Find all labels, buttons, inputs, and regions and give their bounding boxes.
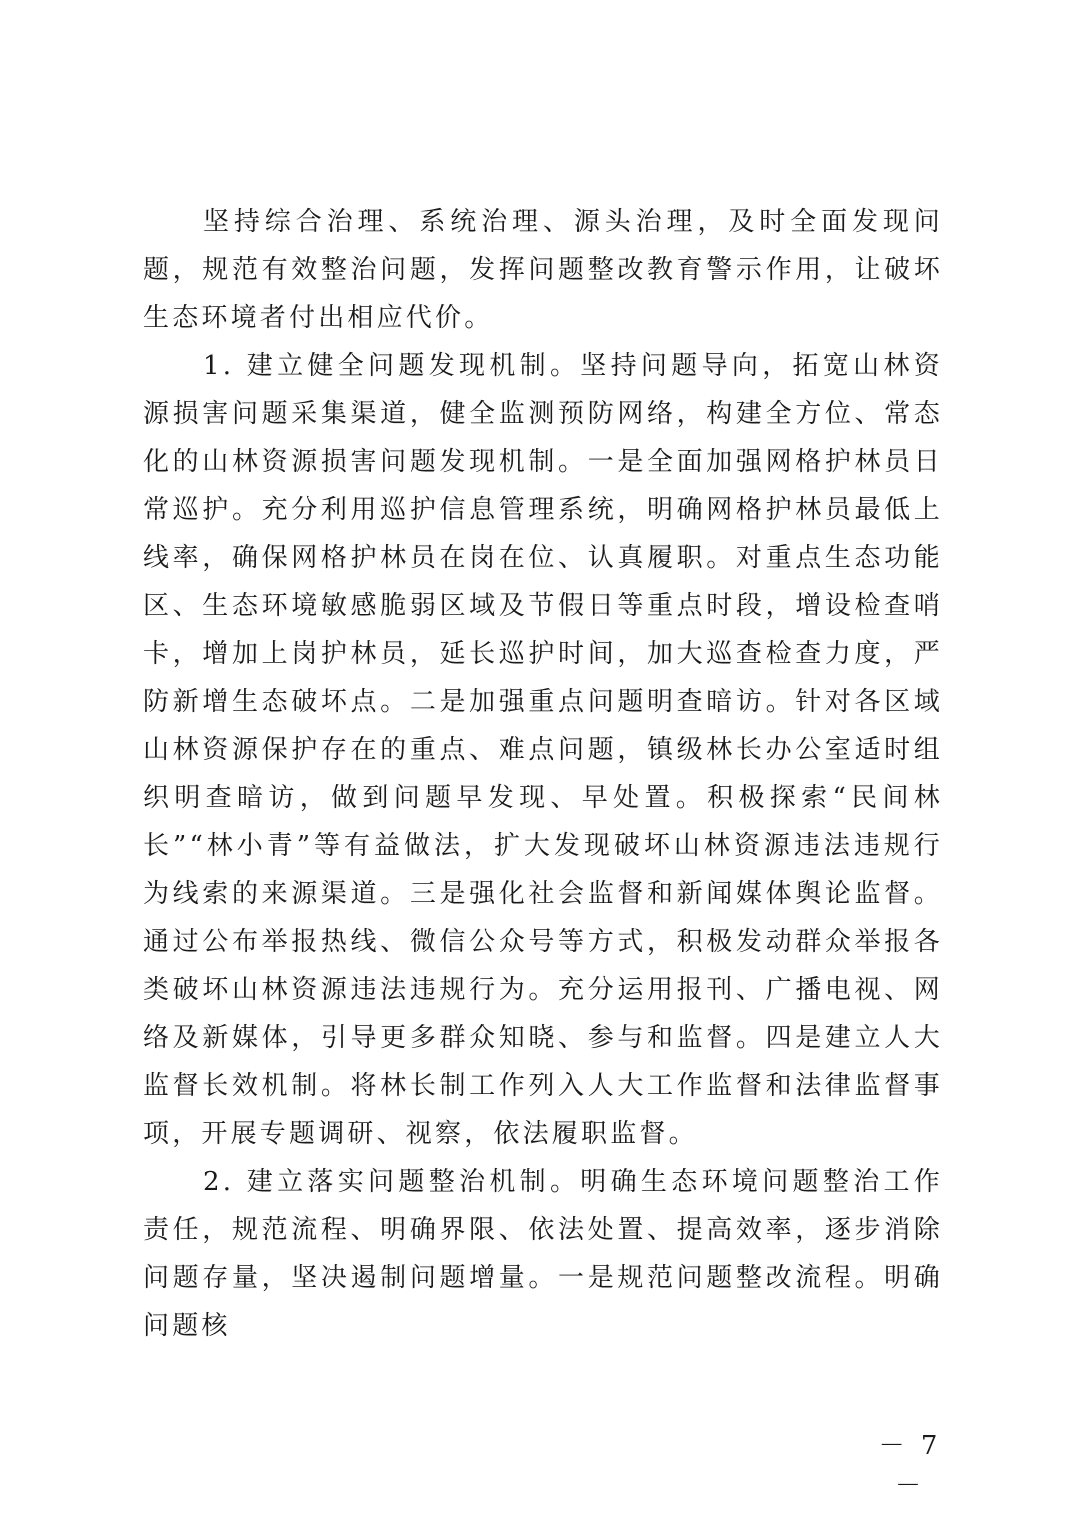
paragraph-section-2: 2. 建立落实问题整治机制。明确生态环境问题整治工作责任，规范流程、明确界限、依法处置、提高效率，逐步消除问题存量，坚决遏制问题增量。一是规范问题整改流程。明确问题核 xyxy=(143,1167,943,1341)
document-body xyxy=(143,198,943,1350)
page-number: － 7 － xyxy=(878,1431,942,1501)
paragraph-section-1: 1. 建立健全问题发现机制。坚持问题导向，拓宽山林资源损害问题采集渠道，健全监测预防网络，构建全方位、常态化的山林资源损害问题发现机制。一是全面加强网格护林员日常巡护。充分利用巡护信息管理系统，明确网格护林员最低上线率，确保网格护林员在岗在位、认真履职。对重点生态功能区、生态环境敏感脆弱区域及节假日等重点时段，增设检查哨卡，增加上岗护林员，延长巡护时间，加大巡查检查力度，严防新增生态破坏点。二是加强重点问题明查暗访。针对各区域山林资源保护存在的重点、难点问题，镇级林长办公室适时组织明查暗访，做到问题早发现、早处置。积极探索“民间林长”“林小青”等有益做法，扩大发现破坏山林资源违法违规行为线索的来源渠道。三是强化社会监督和新闻媒体舆论监督。通过公布举报热线、微信公众号等方式，积极发动群众举报各类破坏山林资源违法违规行为。充分运用报刊、广播电视、网络及新媒体，引导更多群众知晓、参与和监督。四是建立人大监督长效机制。将林长制工作列入人大工作监督和法律监督事项，开展专题调研、视察，依法履职监督。 xyxy=(143,351,943,1149)
paragraph-intro: 坚持综合治理、系统治理、源头治理，及时全面发现问题，规范有效整治问题，发挥问题整改教育警示作用，让破坏生态环境者付出相应代价。 xyxy=(143,207,943,333)
